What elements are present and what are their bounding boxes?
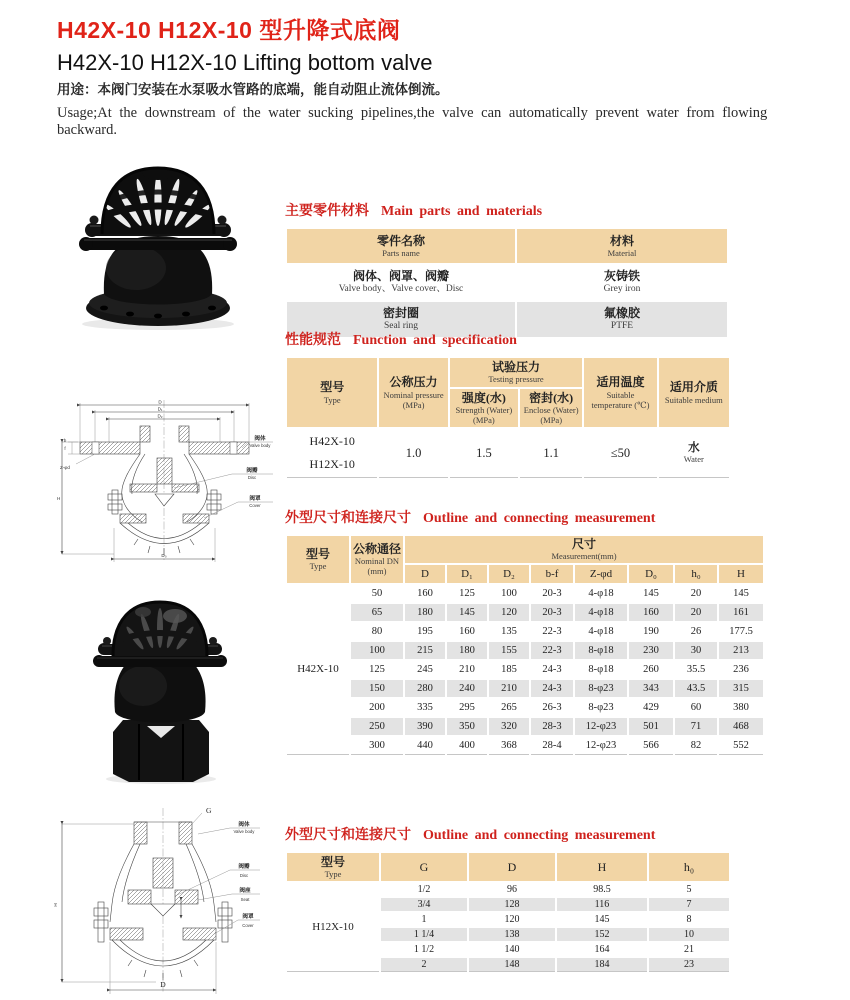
- table-row: 150 280 240 210 24-3 8-φ23 343 43.5 315: [287, 680, 763, 697]
- cell-strength: 1.5: [450, 429, 518, 478]
- dim-holes: Z-φd: [60, 465, 70, 470]
- label-disc-en: Disc: [239, 873, 249, 878]
- valve-drawing-flanged: [52, 396, 277, 566]
- outline-h42-table: [285, 534, 765, 757]
- table-row: [287, 429, 729, 478]
- cell-models: H42X-10 H12X-10: [287, 429, 377, 478]
- dim-b: b: [63, 438, 67, 443]
- title-block: [57, 12, 432, 76]
- table-subheader-row: 强度(水) Strength (Water) (MPa) 密封(水) Enclose (Water) (MPa): [287, 389, 729, 428]
- label-cover-en: Cover: [249, 503, 261, 508]
- table-row: 65 180 145 120 20-3 4-φ18 160 20 161: [287, 604, 763, 621]
- section-title-cn: 主要零件材料: [285, 204, 369, 219]
- table-row: 125 245 210 185 24-3 8-φ18 260 35.5 236: [369, 663, 749, 675]
- cell-model: H42X-10: [287, 585, 349, 755]
- dim-D0: D₀: [161, 553, 167, 558]
- label-seat-cn: 阀座: [239, 888, 251, 894]
- col-type: 型号: [320, 380, 345, 395]
- outline-h12-table: [285, 851, 731, 974]
- section-title-spec: 性能规范 Function and specification: [285, 333, 517, 348]
- col-h0: h₀: [675, 565, 717, 583]
- table-header-row: 型号 Type 公称压力 Nominal pressure (MPa) 试验压力 Testing pressure 适用温度 Suitable temperature (℃) 适用介质 Suitable medium: [287, 358, 729, 387]
- dim-H: H: [53, 903, 58, 907]
- col-D: D: [469, 853, 555, 881]
- section-outline-h42: [285, 507, 769, 757]
- cell-model: H12X-10: [287, 883, 379, 972]
- label-seat-en: Seat: [240, 897, 250, 902]
- dim-D: D: [160, 980, 166, 989]
- table-row: 1 1/2 140 164 21: [413, 944, 694, 955]
- section-spec: [285, 329, 735, 480]
- section-title-outline-h12: 外型尺寸和连接尺寸 Outline and connecting measurement: [285, 828, 656, 843]
- dim-D: D: [158, 399, 162, 405]
- table-header-row: 零件名称 Parts name 材料 Material: [287, 229, 727, 263]
- section-title-materials: [285, 200, 735, 220]
- col-parts-name: 零件名称: [376, 233, 425, 248]
- col-suitable-temperature: 适用温度: [596, 375, 645, 390]
- col-dn: 公称通径: [352, 541, 401, 556]
- valve-drawing-threaded: [48, 800, 283, 998]
- table-row: H42X-10 50 160 125 100 20-3 4-φ18 145 20 145: [287, 585, 763, 602]
- valve-photo-flanged: [60, 156, 256, 332]
- table-row: 300 440 400 368 28-4 12-φ23 566 82 552: [287, 737, 763, 755]
- label-valve-body-cn: 阀体: [254, 436, 266, 442]
- valve-photo-threaded: [83, 594, 238, 786]
- usage-block: [57, 78, 802, 139]
- col-suitable-medium: 适用介质: [669, 380, 718, 395]
- label-disc-en: Disc: [247, 475, 257, 480]
- col-strength: 强度(水): [461, 390, 506, 405]
- table-row: 2 148 184 23: [287, 958, 729, 972]
- label-valve-body-cn: 阀体: [238, 822, 250, 828]
- usage-text-cn: 用途：本阀门安装在水泵吸水管路的底端，能自动阻止流体倒流。: [57, 82, 449, 97]
- label-disc-cn: 阀瓣: [246, 468, 258, 474]
- table-row: 80 195 160 135 22-3 4-φ18 190 26 177.5: [371, 625, 753, 637]
- col-measurement: 尺寸: [572, 537, 597, 551]
- col-material: 材料: [609, 233, 634, 248]
- col-Z-d: Z-φd: [575, 565, 627, 583]
- table-row: 密封圈 Seal ring 氟橡胶 PTFE: [287, 302, 727, 337]
- section-title-outline-h42: 外型尺寸和连接尺寸 Outline and connecting measurement: [285, 511, 656, 526]
- table-row: H12X-10 1/2 96 98.5 5: [287, 883, 729, 896]
- table-row: 3/4 128 116 7: [287, 898, 729, 911]
- col-h0: h₀: [649, 853, 729, 881]
- section-materials: [285, 200, 735, 339]
- col-b-f: b-f: [531, 565, 573, 583]
- label-cover-cn: 阀罩: [249, 496, 261, 502]
- table-row: 1 1/4 138 152 10: [287, 928, 729, 941]
- page-title-cn: H42X-10 H12X-10 型升降式底阀: [57, 17, 401, 43]
- table-header-row: 型号 Type 公称通径 Nominal DN (mm) 尺寸 Measurement(mm): [287, 536, 763, 563]
- page-title-en: H42X-10 H12X-10 Lifting bottom valve: [57, 50, 433, 75]
- dim-G: G: [206, 806, 212, 815]
- col-type: 型号: [320, 854, 345, 869]
- table-row: 100 215 180 155 22-3 8-φ18 230 30 213: [287, 642, 763, 659]
- col-H: H: [719, 565, 763, 583]
- dim-H: H: [57, 496, 61, 501]
- col-testing-pressure: 试验压力: [492, 360, 541, 374]
- label-cover-cn: 阀罩: [242, 914, 254, 920]
- col-D0: D₀: [629, 565, 673, 583]
- table-row: 阀体、阀罩、阀瓣 Valve body、Valve cover、Disc 灰铸铁 Grey iron: [338, 269, 641, 294]
- usage-text-en: Usage;At the downstream of the water sucking pipelines,the valve can automatically prevent water from flowing backward.: [57, 105, 768, 138]
- col-D1: D₁: [447, 565, 487, 583]
- table-row: 250 390 350 320 28-3 12-φ23 501 71 468: [287, 718, 763, 735]
- col-H: H: [557, 853, 647, 881]
- table-row: 1 120 145 8: [421, 914, 692, 925]
- cell-enclose: 1.1: [520, 429, 582, 478]
- spec-table: [285, 356, 731, 480]
- section-outline-h12: [285, 824, 735, 974]
- cell-medium: 水 Water: [659, 429, 729, 478]
- cell-nominal: 1.0: [379, 429, 447, 478]
- label-valve-body-en: Valve body: [249, 443, 271, 448]
- col-type: 型号: [305, 547, 330, 561]
- section-title-en: Main parts and materials: [381, 204, 543, 219]
- label-valve-body-en: Valve body: [233, 829, 255, 834]
- col-D: D: [405, 565, 445, 583]
- cell-temp: ≤50: [584, 429, 656, 478]
- col-G: G: [381, 853, 467, 881]
- table-row: 200 335 295 265 26-3 8-φ23 429 60 380: [369, 701, 749, 713]
- dim-D1: D₁: [157, 406, 163, 412]
- label-disc-cn: 阀瓣: [238, 864, 250, 870]
- materials-table: [285, 227, 729, 339]
- label-cover-en: Cover: [242, 923, 254, 928]
- col-D2: D₂: [489, 565, 529, 583]
- col-enclose: 密封(水): [529, 390, 574, 405]
- col-nominal-pressure: 公称压力: [389, 375, 438, 390]
- dim-f: f: [64, 446, 66, 451]
- table-header-row: 型号 Type G D H h₀: [287, 853, 729, 881]
- dim-D2: D₂: [157, 413, 163, 419]
